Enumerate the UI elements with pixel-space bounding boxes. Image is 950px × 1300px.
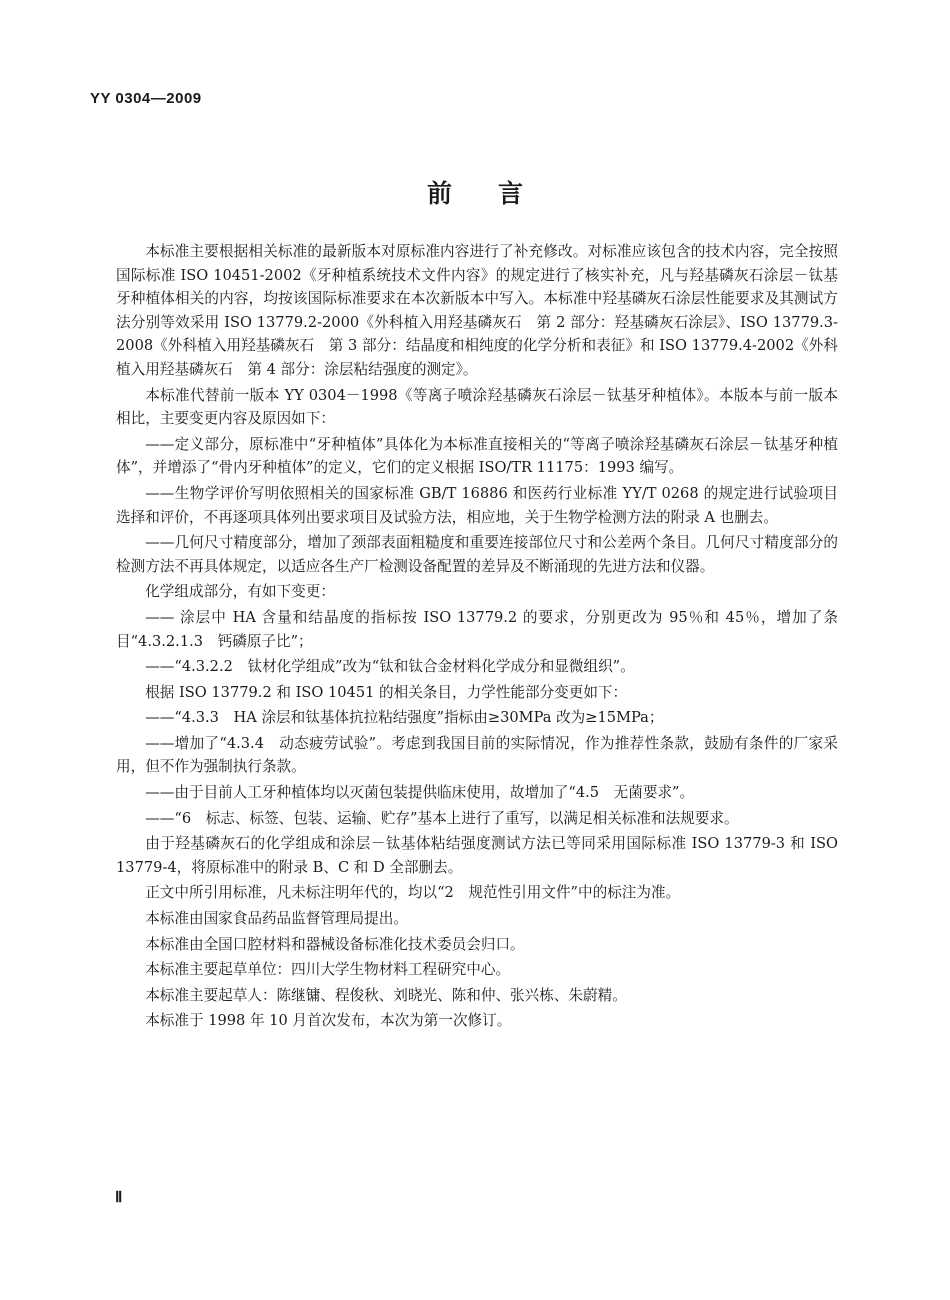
paragraph: ——生物学评价写明依照相关的国家标准 GB/T 16886 和医药行业标准 YY/T 0268 的规定进行试验项目选择和评价，不再逐项具体列出要求项目及试验方法，相应地，关于生物学检测方法的附录 A 也删去。	[116, 484, 838, 526]
paragraph: ——“4.3.2.2 钛材化学组成”改为“钛和钛合金材料化学成分和显微组织”。	[145, 658, 635, 676]
page-number: Ⅱ	[115, 1190, 123, 1206]
page-title: 前言	[426, 179, 569, 208]
paragraph: 本标准于 1998 年 10 月首次发布，本次为第一次修订。	[145, 1012, 512, 1030]
paragraph: 本标准主要起草人：陈继镛、程俊秋、刘晓光、陈和仲、张兴栋、朱蔚精。	[145, 986, 627, 1004]
paragraph: —— 涂层中 HA 含量和结晶度的指标按 ISO 13779.2 的要求，分别更改为 95％和 45％，增加了条目“4.3.2.1.3 钙磷原子比”；	[116, 608, 838, 650]
foreword-body	[116, 240, 838, 1035]
paragraph: 正文中所引用标准，凡未标注明年代的，均以“2 规范性引用文件”中的标注为准。	[145, 884, 681, 902]
paragraph: 本标准代替前一版本 YY 0304－1998《等离子喷涂羟基磷灰石涂层－钛基牙种植体》。本版本与前一版本相比，主要变更内容及原因如下：	[116, 386, 838, 428]
paragraph: 根据 ISO 13779.2 和 ISO 10451 的相关条目，力学性能部分变更如下：	[145, 683, 628, 701]
paragraph: ——几何尺寸精度部分，增加了颈部表面粗糙度和重要连接部位尺寸和公差两个条目。几何尺寸精度部分的检测方法不再具体规定，以适应各生产厂检测设备配置的差异及不断涌现的先进方法和仪器。	[116, 534, 838, 575]
paragraph: 由于羟基磷灰石的化学组成和涂层－钛基体粘结强度测试方法已等同采用国际标准 ISO 13779-3 和 ISO 13779-4，将原标准中的附录 B、C 和 D 全部删去。	[116, 835, 838, 876]
paragraph: 化学组成部分，有如下变更：	[145, 583, 335, 601]
paragraph: 本标准主要根据相关标准的最新版本对原标准内容进行了补充修改。对标准应该包含的技术内容，完全按照国际标准 ISO 10451-2002《牙种植系统技术文件内容》的规定进行了核实补充，凡与羟基磷灰石涂层－钛基牙种植体相关的内容，均按该国际标准要求在本次新版本中写入。本标准中羟基磷灰石涂层性能要求及其测试方法分别等效采用 ISO 13779.2-2000《外科植入用羟基磷灰石 第 2 部分：羟基磷灰石涂层》、ISO 13779.3-2008《外科植入用羟基磷灰石 第 3 部分：结晶度和相纯度的化学分析和表征》和 ISO 13779.4-2002《外科植入用羟基磷灰石 第 4 部分：涂层粘结强度的测定》。	[116, 243, 838, 378]
paragraph: ——由于目前人工牙种植体均以灭菌包装提供临床使用，故增加了“4.5 无菌要求”。	[145, 784, 695, 802]
paragraph: ——定义部分，原标准中“牙种植体”具体化为本标准直接相关的“等离子喷涂羟基磷灰石涂层－钛基牙种植体”，并增添了“骨内牙种植体”的定义，它们的定义根据 ISO/TR 11175：1993 编写。	[116, 435, 838, 477]
paragraph: 本标准由国家食品药品监督管理局提出。	[145, 910, 408, 928]
paragraph: ——“6 标志、标签、包装、运输、贮存”基本上进行了重写，以满足相关标准和法规要求。	[145, 809, 739, 827]
paragraph: 本标准由全国口腔材料和器械设备标准化技术委员会归口。	[145, 935, 525, 953]
paragraph: ——增加了“4.3.4 动态疲劳试验”。考虑到我国目前的实际情况，作为推荐性条款，鼓励有条件的厂家采用，但不作为强制执行条款。	[116, 734, 838, 776]
standard-code: YY 0304—2009	[90, 90, 202, 107]
paragraph: 本标准主要起草单位：四川大学生物材料工程研究中心。	[145, 961, 511, 979]
paragraph: ——“4.3.3 HA 涂层和钛基体抗拉粘结强度”指标由≥30MPa 改为≥15MPa；	[145, 709, 664, 727]
